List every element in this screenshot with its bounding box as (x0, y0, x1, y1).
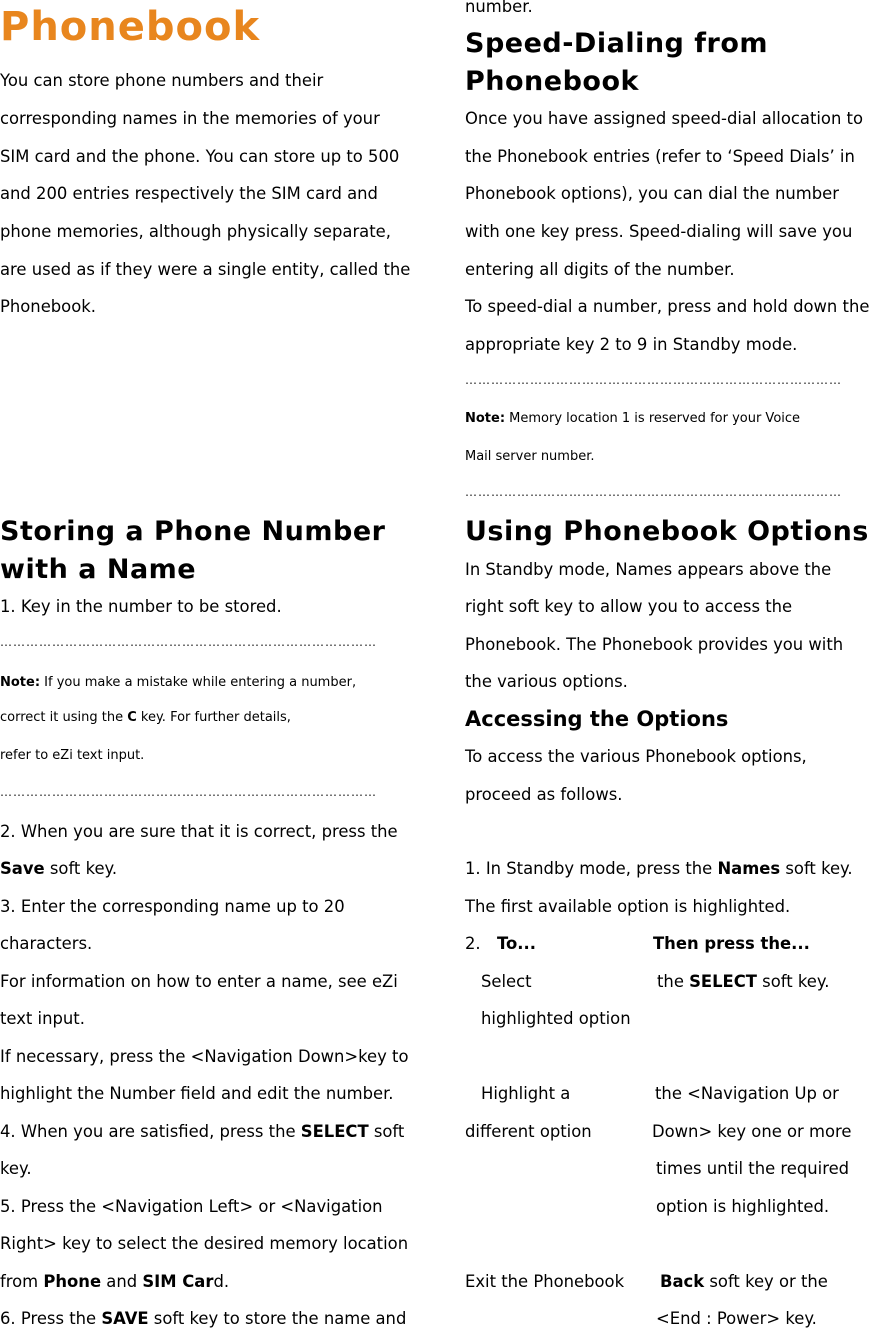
nav-line: highlight the Number field and edit the number. (0, 1084, 394, 1103)
step-3-line: characters. (0, 934, 93, 953)
text-line: Phonebook. The Phonebook provides you with (465, 635, 844, 654)
text-line: proceed as follows. (465, 785, 623, 804)
key-name: SELECT (300, 1122, 369, 1141)
note-divider-top: …………………………………………………………………………… (0, 635, 377, 649)
step-5-line (0, 1272, 229, 1291)
info-line: For information on how to enter a name, see eZi (0, 972, 398, 991)
section-heading-speed-dialing (465, 25, 768, 101)
text-line: phone memories, although physically separate, (0, 222, 391, 241)
note-divider-bottom: …………………………………………………………………………… (465, 485, 842, 499)
section-heading-storing (0, 513, 385, 589)
nav-line: If necessary, press the <Navigation Down>key to (0, 1047, 409, 1066)
table-cell: different option (465, 1122, 592, 1141)
text-fragment: and (101, 1272, 143, 1291)
text-line: and 200 entries respectively the SIM card and (0, 184, 378, 203)
text-line: the Phonebook entries (refer to ‘Speed Dials’ in (465, 147, 855, 166)
table-cell (657, 972, 829, 991)
text-line: entering all digits of the number. (465, 260, 735, 279)
step-1-line (465, 859, 853, 878)
text-line: Phonebook options), you can dial the number (465, 184, 839, 203)
note-line (465, 411, 800, 426)
text-line: with one key press. Speed-dialing will save you (465, 222, 853, 241)
note-label: Note: (0, 675, 41, 690)
note-line: Mail server number. (465, 449, 595, 464)
note-label: Note: (465, 411, 506, 426)
table-cell: Select (481, 972, 532, 991)
text-line: You can store phone numbers and their (0, 71, 324, 90)
table-cell: times until the required (656, 1159, 850, 1178)
note-key: C (127, 710, 137, 725)
note-line: refer to eZi text input. (0, 748, 145, 763)
text-line: are used as if they were a single entity, called the (0, 260, 411, 279)
step-6-line (0, 1309, 406, 1328)
text-line: Phonebook. (0, 297, 96, 316)
text-fragment: 6. Press the (0, 1309, 102, 1328)
step-5-line: Right> key to select the desired memory location (0, 1234, 409, 1253)
heading-line: Phonebook (465, 66, 639, 97)
table-cell: Highlight a (481, 1084, 571, 1103)
text-line: SIM card and the phone. You can store up to 500 (0, 147, 400, 166)
step-3-line: 3. Enter the corresponding name up to 20 (0, 897, 345, 916)
text-fragment: 4. When you are satisfied, press the (0, 1122, 301, 1141)
section-heading-options: Using Phonebook Options (465, 516, 869, 547)
note-text: correct it using the (0, 710, 128, 725)
text-fragment: d. (213, 1272, 230, 1291)
step-1-line: The first available option is highlighted. (465, 897, 791, 916)
key-name: Save (0, 859, 45, 878)
note-divider-bottom: …………………………………………………………………………… (0, 785, 377, 799)
table-cell: <End : Power> key. (656, 1309, 817, 1328)
key-name: SIM Car (142, 1272, 214, 1291)
continued-fragment: number. (465, 0, 533, 16)
note-line (0, 675, 356, 690)
step-5-line: 5. Press the <Navigation Left> or <Navigation (0, 1197, 383, 1216)
note-text: If you make a mistake while entering a number, (40, 675, 357, 690)
table-cell: Down> key one or more (652, 1122, 852, 1141)
text-fragment: soft key to store the name and (148, 1309, 407, 1328)
step-4-line: key. (0, 1159, 32, 1178)
table-cell: the <Navigation Up or (655, 1084, 839, 1103)
table-header-then: Then press the... (653, 934, 810, 953)
text-fragment: the (657, 972, 690, 991)
table-cell: Exit the Phonebook (465, 1272, 625, 1291)
step-2-line (0, 859, 117, 878)
text-fragment: 1. In Standby mode, press the (465, 859, 718, 878)
table-cell: highlighted option (481, 1009, 631, 1028)
info-line: text input. (0, 1009, 85, 1028)
text-line: appropriate key 2 to 9 in Standby mode. (465, 335, 798, 354)
step-2-line: 2. When you are sure that it is correct, press the (0, 822, 398, 841)
heading-line: Storing a Phone Number (0, 516, 386, 547)
table-cell (660, 1272, 828, 1291)
table-header-to: To... (497, 934, 536, 953)
text-line: To access the various Phonebook options, (465, 747, 807, 766)
text-fragment: soft (368, 1122, 405, 1141)
key-name: Back (660, 1272, 705, 1291)
text-fragment: from (0, 1272, 44, 1291)
note-text: key. For further details, (136, 710, 291, 725)
text-fragment: soft key. (780, 859, 853, 878)
page-title: Phonebook (0, 4, 261, 50)
key-name: SAVE (101, 1309, 149, 1328)
text-fragment: soft key. (756, 972, 830, 991)
text-line: right soft key to allow you to access the (465, 597, 793, 616)
step-1: 1. Key in the number to be stored. (0, 597, 282, 616)
table-step-number: 2. (465, 934, 481, 953)
text-line: the various options. (465, 672, 628, 691)
text-fragment: soft key. (44, 859, 118, 878)
step-4-line (0, 1122, 404, 1141)
subheading-accessing: Accessing the Options (465, 707, 729, 731)
heading-line: Speed-Dialing from (465, 28, 769, 59)
note-divider-top: …………………………………………………………………………… (465, 373, 842, 387)
text-line: corresponding names in the memories of your (0, 109, 380, 128)
heading-line: with a Name (0, 554, 197, 585)
key-name: Phone (43, 1272, 102, 1291)
table-cell: option is highlighted. (656, 1197, 830, 1216)
text-line: In Standby mode, Names appears above the (465, 560, 832, 579)
key-name: Names (717, 859, 781, 878)
text-line: Once you have assigned speed-dial allocation to (465, 109, 864, 128)
note-text: Memory location 1 is reserved for your Voice (505, 411, 801, 426)
text-fragment: soft key or the (704, 1272, 828, 1291)
key-name: SELECT (689, 972, 757, 991)
text-line: To speed-dial a number, press and hold down the (465, 297, 870, 316)
note-line (0, 710, 291, 725)
